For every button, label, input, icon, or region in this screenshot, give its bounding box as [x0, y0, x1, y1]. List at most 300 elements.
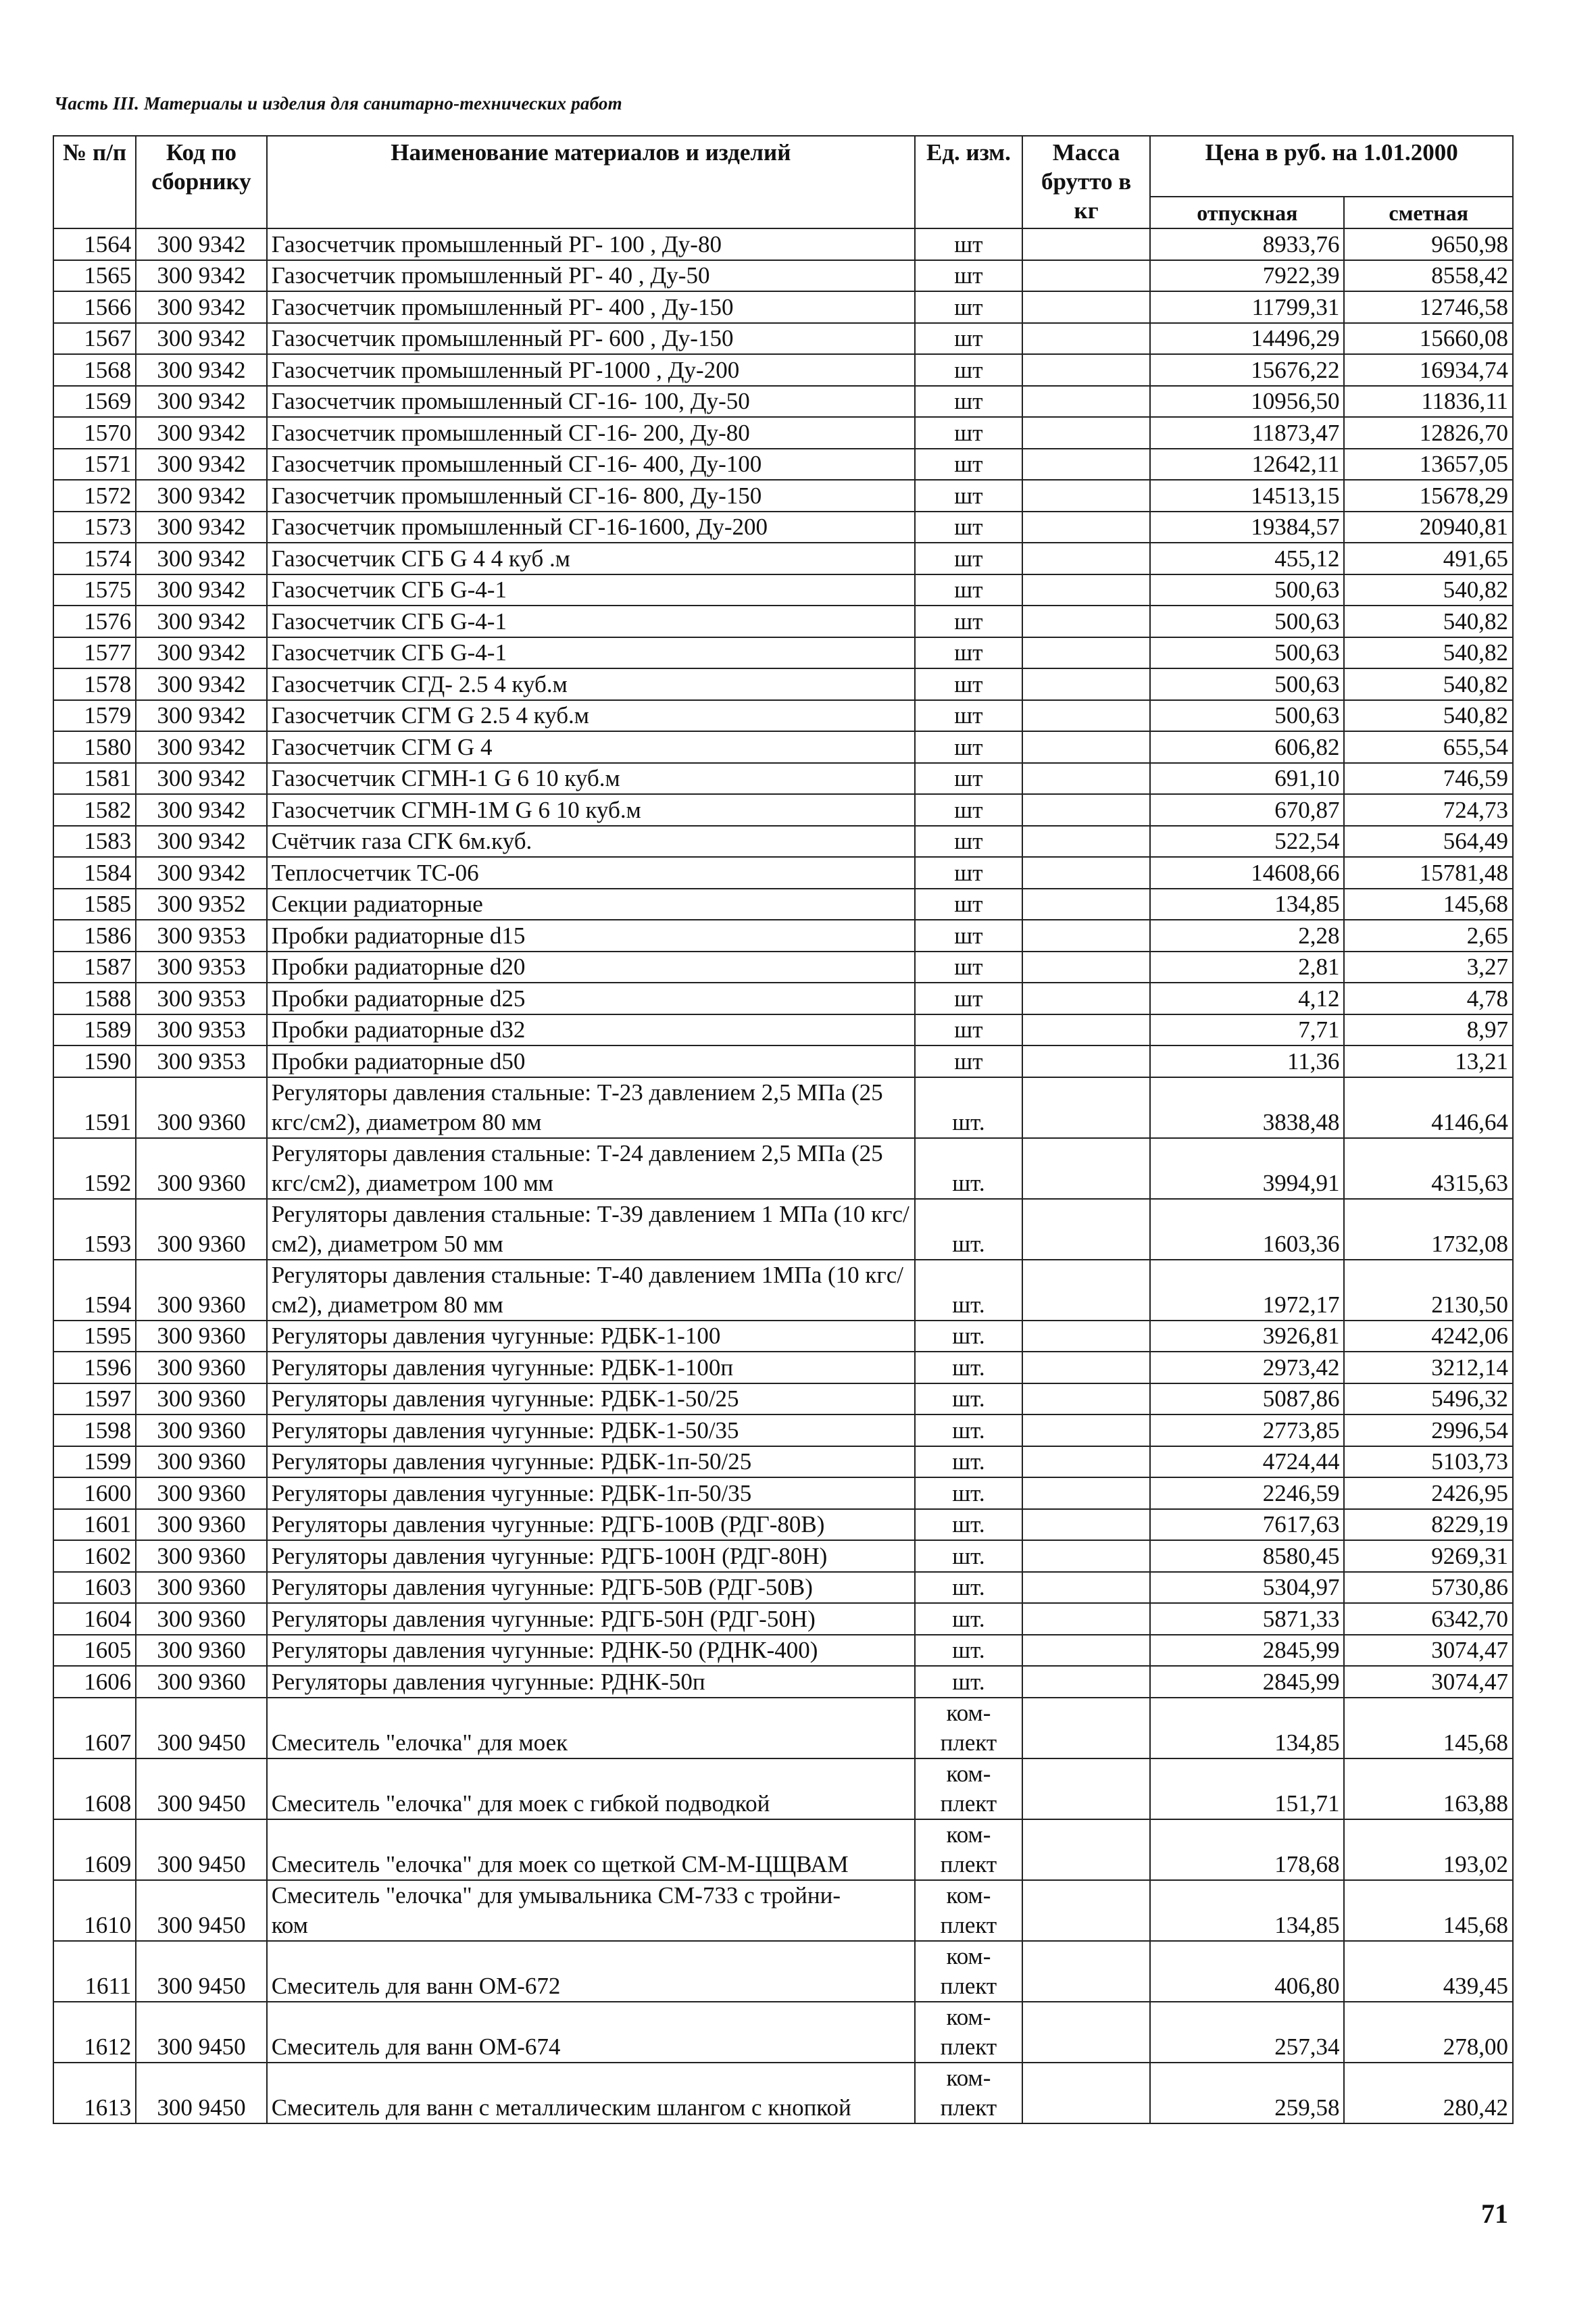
- cell-num: 1605: [53, 1635, 136, 1667]
- cell-estimate: 5103,73: [1344, 1446, 1513, 1478]
- table-row: [53, 731, 1513, 763]
- table-row: [53, 1666, 1513, 1698]
- cell-estimate: 13,21: [1344, 1045, 1513, 1077]
- cell-mass: [1022, 1819, 1150, 1880]
- cell-code: 300 9360: [136, 1321, 266, 1352]
- table-row: [53, 1199, 1513, 1260]
- cell-num: 1610: [53, 1880, 136, 1941]
- table-row: [53, 1698, 1513, 1758]
- cell-unit: ком- плект: [915, 1941, 1022, 2002]
- table-row: [53, 1352, 1513, 1383]
- cell-num: 1603: [53, 1572, 136, 1604]
- cell-num: 1611: [53, 1941, 136, 2002]
- cell-mass: [1022, 1446, 1150, 1478]
- cell-price: 3838,48: [1150, 1077, 1344, 1138]
- cell-price: 2845,99: [1150, 1666, 1344, 1698]
- table-row: [53, 291, 1513, 323]
- cell-unit: шт: [915, 952, 1022, 983]
- cell-unit: шт.: [915, 1383, 1022, 1415]
- table-row: [53, 1819, 1513, 1880]
- cell-price: 7,71: [1150, 1014, 1344, 1046]
- cell-mass: [1022, 1540, 1150, 1572]
- cell-code: 300 9360: [136, 1635, 266, 1667]
- cell-price: 8933,76: [1150, 228, 1344, 260]
- cell-estimate: 15660,08: [1344, 323, 1513, 355]
- cell-mass: [1022, 1014, 1150, 1046]
- cell-code: 300 9360: [136, 1603, 266, 1635]
- cell-estimate: 3074,47: [1344, 1666, 1513, 1698]
- cell-code: 300 9342: [136, 291, 266, 323]
- cell-estimate: 724,73: [1344, 794, 1513, 826]
- table-row: [53, 386, 1513, 418]
- cell-code: 300 9353: [136, 920, 266, 952]
- cell-mass: [1022, 2063, 1150, 2123]
- cell-estimate: 193,02: [1344, 1819, 1513, 1880]
- cell-estimate: 145,68: [1344, 1880, 1513, 1941]
- cell-num: 1590: [53, 1045, 136, 1077]
- cell-num: 1578: [53, 668, 136, 700]
- cell-name: Газосчетчик СГБ G-4-1: [267, 637, 915, 669]
- cell-price: 259,58: [1150, 2063, 1344, 2123]
- cell-mass: [1022, 1260, 1150, 1321]
- cell-mass: [1022, 668, 1150, 700]
- cell-code: 300 9342: [136, 543, 266, 574]
- table-row: [53, 480, 1513, 512]
- cell-mass: [1022, 1603, 1150, 1635]
- col-header-price: отпускная: [1150, 197, 1344, 228]
- table-row: [53, 1941, 1513, 2002]
- table-row: [53, 1383, 1513, 1415]
- cell-price: 134,85: [1150, 889, 1344, 920]
- cell-name: Смеситель для ванн ОМ-672: [267, 1941, 915, 2002]
- cell-name: Газосчетчик СГБ G-4-1: [267, 574, 915, 606]
- cell-code: 300 9360: [136, 1446, 266, 1478]
- cell-estimate: 3,27: [1344, 952, 1513, 983]
- cell-code: 300 9360: [136, 1666, 266, 1698]
- cell-code: 300 9360: [136, 1414, 266, 1446]
- cell-name: Газосчетчик промышленный РГ- 100 , Ду-80: [267, 228, 915, 260]
- cell-price: 2,28: [1150, 920, 1344, 952]
- cell-estimate: 540,82: [1344, 606, 1513, 637]
- cell-name: Газосчетчик СГМН-1М G 6 10 куб.м: [267, 794, 915, 826]
- cell-mass: [1022, 1477, 1150, 1509]
- cell-estimate: 4146,64: [1344, 1077, 1513, 1138]
- cell-estimate: 8,97: [1344, 1014, 1513, 1046]
- cell-name: Регуляторы давления чугунные: РДБК-1п-50/25: [267, 1446, 915, 1478]
- cell-name: Регуляторы давления чугунные: РДБК-1п-50/35: [267, 1477, 915, 1509]
- cell-price: 134,85: [1150, 1880, 1344, 1941]
- cell-num: 1608: [53, 1758, 136, 1819]
- cell-mass: [1022, 1045, 1150, 1077]
- cell-price: 11873,47: [1150, 417, 1344, 449]
- cell-unit: ком- плект: [915, 1698, 1022, 1758]
- cell-mass: [1022, 1758, 1150, 1819]
- cell-mass: [1022, 1666, 1150, 1698]
- table-row: [53, 1321, 1513, 1352]
- cell-code: 300 9360: [136, 1077, 266, 1138]
- cell-code: 300 9342: [136, 606, 266, 637]
- cell-mass: [1022, 920, 1150, 952]
- cell-estimate: 4242,06: [1344, 1321, 1513, 1352]
- cell-price: 10956,50: [1150, 386, 1344, 418]
- cell-code: 300 9342: [136, 480, 266, 512]
- cell-unit: ком- плект: [915, 1880, 1022, 1941]
- cell-num: 1594: [53, 1260, 136, 1321]
- cell-code: 300 9353: [136, 1014, 266, 1046]
- cell-name: Смеситель для ванн с металлическим шлангом с кнопкой: [267, 2063, 915, 2123]
- cell-price: 7617,63: [1150, 1509, 1344, 1541]
- cell-code: 300 9450: [136, 2063, 266, 2123]
- cell-mass: [1022, 480, 1150, 512]
- cell-code: 300 9352: [136, 889, 266, 920]
- cell-unit: шт.: [915, 1321, 1022, 1352]
- cell-unit: шт: [915, 386, 1022, 418]
- cell-code: 300 9342: [136, 449, 266, 481]
- cell-price: 500,63: [1150, 668, 1344, 700]
- cell-name: Регуляторы давления стальные: Т-40 давлением 1МПа (10 кгс/см2), диаметром 80 мм: [267, 1260, 915, 1321]
- table-row: [53, 1880, 1513, 1941]
- cell-unit: шт: [915, 512, 1022, 543]
- cell-price: 2845,99: [1150, 1635, 1344, 1667]
- table-row: [53, 637, 1513, 669]
- cell-price: 2773,85: [1150, 1414, 1344, 1446]
- cell-unit: шт.: [915, 1666, 1022, 1698]
- cell-mass: [1022, 1880, 1150, 1941]
- table-row: [53, 1540, 1513, 1572]
- cell-code: 300 9360: [136, 1352, 266, 1383]
- cell-mass: [1022, 1509, 1150, 1541]
- cell-price: 5087,86: [1150, 1383, 1344, 1415]
- cell-mass: [1022, 1321, 1150, 1352]
- page-number: 71: [1481, 2198, 1508, 2229]
- cell-num: 1567: [53, 323, 136, 355]
- cell-unit: шт: [915, 449, 1022, 481]
- cell-code: 300 9360: [136, 1540, 266, 1572]
- cell-mass: [1022, 386, 1150, 418]
- cell-name: Регуляторы давления чугунные: РДНК-50п: [267, 1666, 915, 1698]
- cell-unit: шт: [915, 291, 1022, 323]
- table-row: [53, 1414, 1513, 1446]
- cell-price: 11,36: [1150, 1045, 1344, 1077]
- cell-price: 500,63: [1150, 574, 1344, 606]
- cell-unit: ком- плект: [915, 2063, 1022, 2123]
- cell-unit: шт.: [915, 1260, 1022, 1321]
- cell-mass: [1022, 700, 1150, 732]
- cell-code: 300 9450: [136, 1698, 266, 1758]
- cell-estimate: 3074,47: [1344, 1635, 1513, 1667]
- cell-code: 300 9450: [136, 1880, 266, 1941]
- cell-num: 1599: [53, 1446, 136, 1478]
- cell-num: 1587: [53, 952, 136, 983]
- cell-price: 2973,42: [1150, 1352, 1344, 1383]
- cell-num: 1602: [53, 1540, 136, 1572]
- cell-name: Регуляторы давления чугунные: РДНК-50 (РДНК-400): [267, 1635, 915, 1667]
- cell-mass: [1022, 323, 1150, 355]
- cell-name: Газосчетчик промышленный СГ-16- 400, Ду-100: [267, 449, 915, 481]
- cell-price: 11799,31: [1150, 291, 1344, 323]
- cell-unit: шт.: [915, 1138, 1022, 1199]
- cell-estimate: 2426,95: [1344, 1477, 1513, 1509]
- cell-name: Газосчетчик СГМН-1 G 6 10 куб.м: [267, 763, 915, 795]
- cell-estimate: 145,68: [1344, 889, 1513, 920]
- cell-estimate: 4,78: [1344, 983, 1513, 1014]
- cell-estimate: 8558,42: [1344, 260, 1513, 292]
- cell-price: 5304,97: [1150, 1572, 1344, 1604]
- header-row: [53, 136, 1513, 197]
- cell-code: 300 9450: [136, 1819, 266, 1880]
- cell-mass: [1022, 606, 1150, 637]
- table-row: [53, 952, 1513, 983]
- table-row: [53, 512, 1513, 543]
- cell-mass: [1022, 794, 1150, 826]
- cell-unit: ком- плект: [915, 2002, 1022, 2063]
- cell-mass: [1022, 512, 1150, 543]
- cell-unit: шт: [915, 889, 1022, 920]
- cell-unit: шт.: [915, 1352, 1022, 1383]
- cell-unit: шт: [915, 794, 1022, 826]
- cell-estimate: 2130,50: [1344, 1260, 1513, 1321]
- cell-estimate: 15678,29: [1344, 480, 1513, 512]
- cell-unit: шт.: [915, 1414, 1022, 1446]
- cell-unit: шт.: [915, 1077, 1022, 1138]
- cell-mass: [1022, 417, 1150, 449]
- cell-mass: [1022, 354, 1150, 386]
- cell-num: 1597: [53, 1383, 136, 1415]
- table-row: [53, 1509, 1513, 1541]
- table-row: [53, 1260, 1513, 1321]
- cell-code: 300 9360: [136, 1477, 266, 1509]
- cell-estimate: 2996,54: [1344, 1414, 1513, 1446]
- cell-name: Регуляторы давления чугунные: РДБК-1-100: [267, 1321, 915, 1352]
- cell-estimate: 564,49: [1344, 826, 1513, 858]
- cell-code: 300 9342: [136, 512, 266, 543]
- cell-price: 522,54: [1150, 826, 1344, 858]
- cell-num: 1589: [53, 1014, 136, 1046]
- cell-mass: [1022, 1698, 1150, 1758]
- cell-price: 3994,91: [1150, 1138, 1344, 1199]
- cell-unit: шт: [915, 480, 1022, 512]
- table-row: [53, 260, 1513, 292]
- cell-unit: шт.: [915, 1572, 1022, 1604]
- cell-unit: шт: [915, 731, 1022, 763]
- cell-estimate: 540,82: [1344, 668, 1513, 700]
- cell-price: 4,12: [1150, 983, 1344, 1014]
- cell-name: Пробки радиаторные d32: [267, 1014, 915, 1046]
- cell-estimate: 13657,05: [1344, 449, 1513, 481]
- cell-code: 300 9450: [136, 1941, 266, 2002]
- cell-estimate: 5496,32: [1344, 1383, 1513, 1415]
- cell-mass: [1022, 1635, 1150, 1667]
- cell-num: 1566: [53, 291, 136, 323]
- cell-num: 1593: [53, 1199, 136, 1260]
- cell-price: 5871,33: [1150, 1603, 1344, 1635]
- cell-price: 2246,59: [1150, 1477, 1344, 1509]
- cell-unit: шт: [915, 1014, 1022, 1046]
- cell-estimate: 746,59: [1344, 763, 1513, 795]
- cell-price: 19384,57: [1150, 512, 1344, 543]
- cell-num: 1568: [53, 354, 136, 386]
- cell-estimate: 8229,19: [1344, 1509, 1513, 1541]
- cell-name: Газосчетчик промышленный РГ- 40 , Ду-50: [267, 260, 915, 292]
- cell-code: 300 9342: [136, 323, 266, 355]
- cell-estimate: 6342,70: [1344, 1603, 1513, 1635]
- cell-estimate: 12746,58: [1344, 291, 1513, 323]
- cell-mass: [1022, 228, 1150, 260]
- col-header-unit: Ед. изм.: [915, 136, 1022, 228]
- table-row: [53, 1572, 1513, 1604]
- cell-mass: [1022, 1138, 1150, 1199]
- cell-name: Газосчетчик промышленный РГ-1000 , Ду-200: [267, 354, 915, 386]
- table-row: [53, 857, 1513, 889]
- cell-price: 4724,44: [1150, 1446, 1344, 1478]
- cell-price: 14496,29: [1150, 323, 1344, 355]
- cell-code: 300 9342: [136, 794, 266, 826]
- cell-price: 134,85: [1150, 1698, 1344, 1758]
- cell-price: 2,81: [1150, 952, 1344, 983]
- cell-code: 300 9353: [136, 983, 266, 1014]
- cell-name: Газосчетчик промышленный СГ-16- 800, Ду-150: [267, 480, 915, 512]
- cell-estimate: 1732,08: [1344, 1199, 1513, 1260]
- col-header-code: Код по сборнику: [136, 136, 266, 228]
- cell-price: 500,63: [1150, 637, 1344, 669]
- cell-unit: шт: [915, 826, 1022, 858]
- cell-num: 1580: [53, 731, 136, 763]
- cell-unit: шт: [915, 606, 1022, 637]
- table-row: [53, 2063, 1513, 2123]
- cell-estimate: 11836,11: [1344, 386, 1513, 418]
- cell-name: Газосчетчик СГМ G 2.5 4 куб.м: [267, 700, 915, 732]
- cell-estimate: 439,45: [1344, 1941, 1513, 2002]
- cell-estimate: 278,00: [1344, 2002, 1513, 2063]
- cell-code: 300 9342: [136, 668, 266, 700]
- cell-name: Смеситель для ванн ОМ-674: [267, 2002, 915, 2063]
- cell-code: 300 9360: [136, 1572, 266, 1604]
- cell-unit: шт.: [915, 1446, 1022, 1478]
- cell-name: Газосчетчик СГБ G 4 4 куб .м: [267, 543, 915, 574]
- cell-num: 1584: [53, 857, 136, 889]
- table-row: [53, 983, 1513, 1014]
- cell-unit: шт: [915, 574, 1022, 606]
- table-row: [53, 763, 1513, 795]
- cell-name: Смеситель "елочка" для умывальника СМ-733 с тройни- ком: [267, 1880, 915, 1941]
- cell-name: Регуляторы давления чугунные: РДГБ-100Н (РДГ-80Н): [267, 1540, 915, 1572]
- cell-code: 300 9342: [136, 763, 266, 795]
- cell-name: Пробки радиаторные d25: [267, 983, 915, 1014]
- table-row: [53, 354, 1513, 386]
- cell-mass: [1022, 2002, 1150, 2063]
- cell-unit: шт.: [915, 1540, 1022, 1572]
- cell-unit: шт.: [915, 1477, 1022, 1509]
- cell-name: Пробки радиаторные d20: [267, 952, 915, 983]
- cell-num: 1583: [53, 826, 136, 858]
- cell-num: 1598: [53, 1414, 136, 1446]
- cell-name: Теплосчетчик ТС-06: [267, 857, 915, 889]
- col-header-mass: Масса брутто в кг: [1022, 136, 1150, 228]
- cell-num: 1592: [53, 1138, 136, 1199]
- cell-num: 1575: [53, 574, 136, 606]
- cell-name: Газосчетчик СГМ G 4: [267, 731, 915, 763]
- cell-price: 455,12: [1150, 543, 1344, 574]
- table-row: [53, 1138, 1513, 1199]
- cell-mass: [1022, 449, 1150, 481]
- cell-name: Смеситель "елочка" для моек с гибкой подводкой: [267, 1758, 915, 1819]
- cell-estimate: 5730,86: [1344, 1572, 1513, 1604]
- cell-price: 670,87: [1150, 794, 1344, 826]
- table-row: [53, 543, 1513, 574]
- cell-estimate: 3212,14: [1344, 1352, 1513, 1383]
- cell-mass: [1022, 1572, 1150, 1604]
- cell-unit: шт: [915, 417, 1022, 449]
- cell-price: 151,71: [1150, 1758, 1344, 1819]
- cell-num: 1571: [53, 449, 136, 481]
- cell-price: 3926,81: [1150, 1321, 1344, 1352]
- price-table: [53, 135, 1514, 2124]
- cell-num: 1588: [53, 983, 136, 1014]
- cell-unit: шт: [915, 920, 1022, 952]
- table-row: [53, 1477, 1513, 1509]
- cell-code: 300 9342: [136, 354, 266, 386]
- cell-num: 1596: [53, 1352, 136, 1383]
- table-row: [53, 606, 1513, 637]
- cell-num: 1577: [53, 637, 136, 669]
- cell-num: 1591: [53, 1077, 136, 1138]
- cell-mass: [1022, 857, 1150, 889]
- cell-code: 300 9342: [136, 228, 266, 260]
- cell-mass: [1022, 291, 1150, 323]
- cell-num: 1604: [53, 1603, 136, 1635]
- cell-name: Газосчетчик промышленный СГ-16- 200, Ду-80: [267, 417, 915, 449]
- cell-price: 178,68: [1150, 1819, 1344, 1880]
- cell-name: Секции радиаторные: [267, 889, 915, 920]
- cell-unit: шт: [915, 260, 1022, 292]
- cell-price: 7922,39: [1150, 260, 1344, 292]
- cell-name: Регуляторы давления стальные: Т-23 давлением 2,5 МПа (25 кгс/см2), диаметром 80 мм: [267, 1077, 915, 1138]
- cell-mass: [1022, 1199, 1150, 1260]
- cell-num: 1569: [53, 386, 136, 418]
- cell-price: 8580,45: [1150, 1540, 1344, 1572]
- cell-name: Пробки радиаторные d50: [267, 1045, 915, 1077]
- cell-estimate: 540,82: [1344, 637, 1513, 669]
- cell-name: Регуляторы давления чугунные: РДГБ-50Н (РДГ-50Н): [267, 1603, 915, 1635]
- cell-estimate: 145,68: [1344, 1698, 1513, 1758]
- page-header: Часть III. Материалы и изделия для санитарно-технических работ: [54, 93, 622, 114]
- table-row: [53, 2002, 1513, 2063]
- cell-mass: [1022, 543, 1150, 574]
- cell-unit: шт: [915, 763, 1022, 795]
- cell-name: Газосчетчик СГБ G-4-1: [267, 606, 915, 637]
- cell-mass: [1022, 1941, 1150, 2002]
- cell-price: 1603,36: [1150, 1199, 1344, 1260]
- cell-name: Регуляторы давления чугунные: РДГБ-100В (РДГ-80В): [267, 1509, 915, 1541]
- cell-unit: шт.: [915, 1199, 1022, 1260]
- cell-unit: шт: [915, 857, 1022, 889]
- col-header-price-group: Цена в руб. на 1.01.2000: [1150, 136, 1513, 197]
- cell-code: 300 9360: [136, 1199, 266, 1260]
- table-row: [53, 228, 1513, 260]
- cell-name: Регуляторы давления чугунные: РДБК-1-50/35: [267, 1414, 915, 1446]
- cell-code: 300 9342: [136, 637, 266, 669]
- table-row: [53, 920, 1513, 952]
- cell-unit: ком- плект: [915, 1819, 1022, 1880]
- cell-estimate: 163,88: [1344, 1758, 1513, 1819]
- cell-price: 500,63: [1150, 700, 1344, 732]
- cell-code: 300 9342: [136, 857, 266, 889]
- cell-name: Смеситель "елочка" для моек: [267, 1698, 915, 1758]
- cell-num: 1570: [53, 417, 136, 449]
- table-row: [53, 1045, 1513, 1077]
- cell-mass: [1022, 1383, 1150, 1415]
- cell-code: 300 9342: [136, 574, 266, 606]
